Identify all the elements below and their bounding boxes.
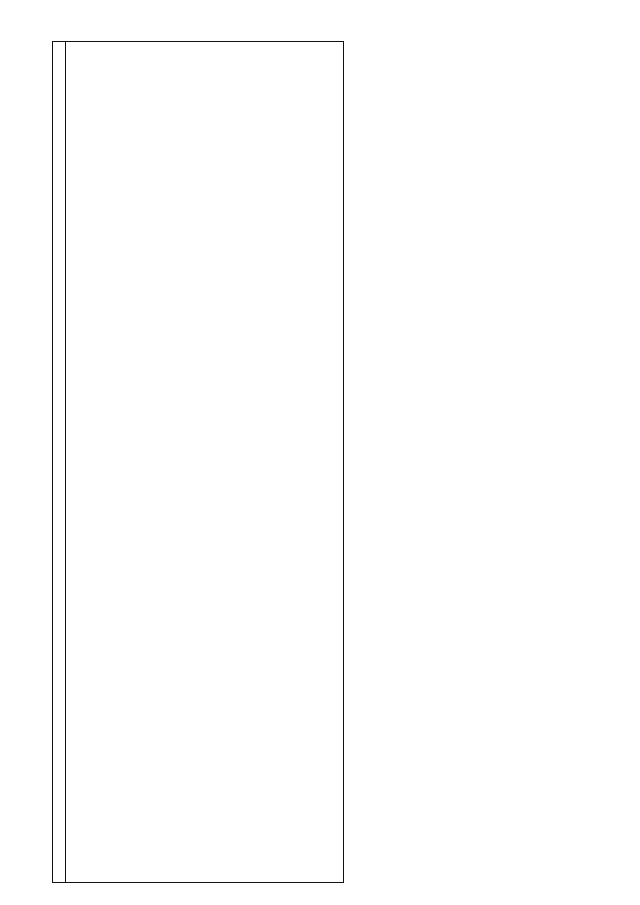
frame-right <box>52 41 344 42</box>
landscape-content <box>52 41 344 883</box>
frame-top <box>52 41 53 883</box>
col-number-row-line <box>65 41 66 883</box>
frame-left <box>52 882 344 883</box>
frame-bottom <box>343 41 344 883</box>
